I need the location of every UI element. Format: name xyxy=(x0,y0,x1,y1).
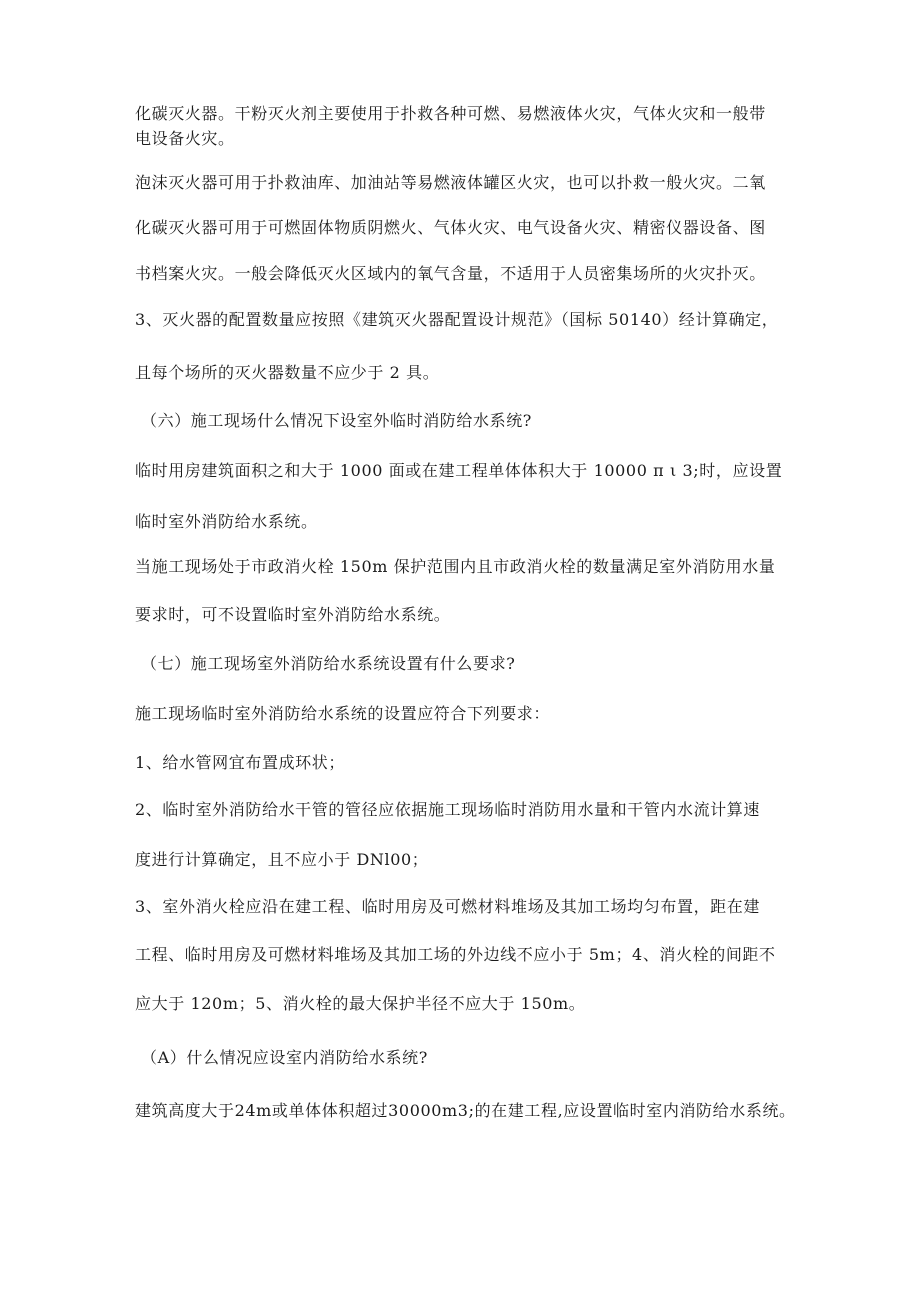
section-heading: （A）什么情况应设室内消防给水系统? xyxy=(141,1048,428,1067)
text-line: 泡沫灭火器可用于扑救油库、加油站等易燃液体罐区火灾，也可以扑救一般火灾。二氧 xyxy=(135,173,766,192)
text-line: 临时用房建筑面积之和大于 1000 面或在建工程单体体积大于 10000 π ι 3;时，应设置 xyxy=(135,461,783,480)
text-line: 应大于 120m；5、消火栓的最大保护半径不应大于 150m。 xyxy=(135,994,586,1013)
text-line: 临时室外消防给水系统。 xyxy=(135,512,318,531)
text-line: 工程、临时用房及可燃材料堆场及其加工场的外边线不应小于 5m；4、消火栓的间距不 xyxy=(135,945,776,964)
section-heading: （七）施工现场室外消防给水系统设置有什么要求? xyxy=(141,654,516,673)
section-heading: （六）施工现场什么情况下设室外临时消防给水系统? xyxy=(141,411,532,430)
text-line: 且每个场所的灭火器数量不应少于 2 具。 xyxy=(135,363,440,382)
text-line: 当施工现场处于市政消火栓 150m 保护范围内且市政消火栓的数量满足室外消防用水量 xyxy=(135,557,776,576)
text-line: 3、室外消火栓应沿在建工程、临时用房及可燃材料堆场及其加工场均匀布置，距在建 xyxy=(135,897,760,916)
text-line: 要求时，可不设置临时室外消防给水系统。 xyxy=(135,605,451,624)
text-line: 3、灭火器的配置数量应按照《建筑灭火器配置设计规范》（国标 50140）经计算确定， xyxy=(135,310,779,329)
text-line: 电设备火灾。 xyxy=(135,129,235,148)
text-line: 度进行计算确定，且不应小于 DNl00； xyxy=(135,850,429,869)
text-line: 1、给水管网宜布置成环状； xyxy=(135,753,345,772)
text-line: 化碳灭火器可用于可燃固体物质阴燃火、气体火灾、电气设备火灾、精密仪器设备、图 xyxy=(135,218,766,237)
text-line: 施工现场临时室外消防给水系统的设置应符合下列要求： xyxy=(135,704,551,723)
text-line: 化碳灭火器。干粉灭火剂主要使用于扑救各种可燃、易燃液体火灾，气体火灾和一般带 xyxy=(135,104,766,123)
text-line: 建筑高度大于24m或单体体积超过30000m3;的在建工程,应设置临时室内消防给水系统。 xyxy=(135,1101,796,1120)
text-line: 书档案火灾。一般会降低灭火区域内的氧气含量，不适用于人员密集场所的火灾扑灭。 xyxy=(135,264,766,283)
text-line: 2、临时室外消防给水干管的管径应依据施工现场临时消防用水量和干管内水流计算速 xyxy=(135,800,760,819)
